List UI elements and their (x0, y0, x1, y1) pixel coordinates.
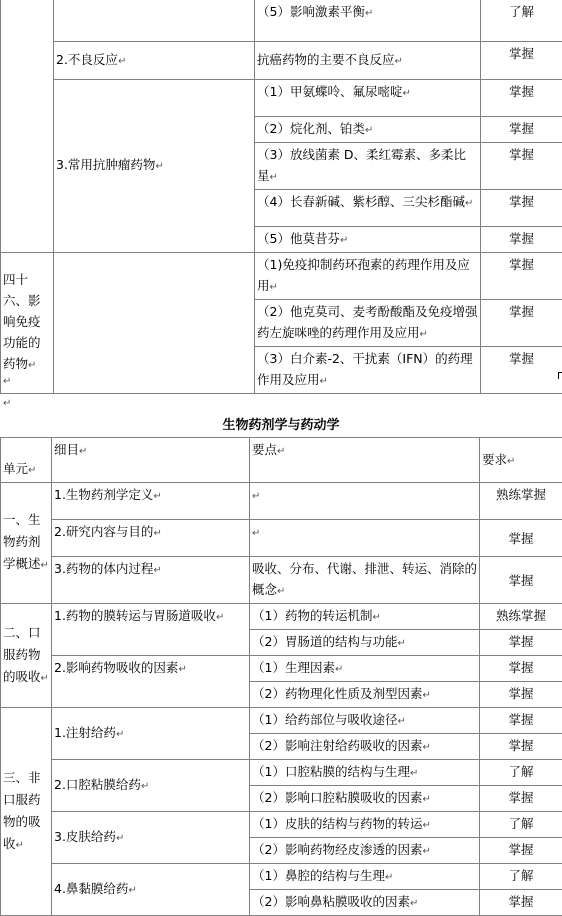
paragraph-mark: ↵ (216, 612, 224, 623)
point-cell (250, 557, 480, 604)
req-text: 熟练掌握 (496, 608, 546, 623)
item-cell (52, 656, 250, 708)
paragraph-mark: ↵ (397, 716, 405, 727)
section-title-text: 生物药剂学与药动学 (222, 418, 339, 433)
point-text: （1）生理因素 (252, 660, 335, 675)
item-cell (54, 41, 255, 79)
paragraph-mark: ↵ (3, 398, 11, 409)
paragraph-mark: ↵ (422, 742, 430, 753)
paragraph-mark: ↵ (153, 528, 161, 539)
paragraph-mark: ↵ (116, 729, 124, 740)
paragraph-mark: ↵ (320, 376, 328, 387)
req-text: 掌握 (508, 712, 533, 727)
req-text: 掌握 (509, 351, 534, 366)
point-text: （1）药物的转运机制 (252, 608, 372, 623)
item-cell-empty (54, 0, 255, 41)
req-cell (480, 838, 562, 864)
item-text: 2.口腔粘膜给药 (54, 777, 141, 792)
paragraph-mark: ↵ (410, 768, 418, 779)
paragraph-mark: ↵ (395, 56, 403, 67)
req-text: 了解 (508, 816, 533, 831)
unit-text: 三、非口服药物的吸收 (3, 770, 41, 851)
header-text: 细目 (54, 442, 79, 457)
point-cell (255, 79, 481, 116)
paragraph-mark: ↵ (270, 172, 278, 183)
paragraph-mark: ↵ (465, 198, 473, 209)
point-cell (255, 346, 481, 393)
req-text: 掌握 (508, 894, 533, 909)
point-cell (255, 226, 481, 252)
paragraph-mark: ↵ (155, 161, 163, 172)
req-text: 掌握 (508, 686, 533, 701)
point-text: （3）放线菌素 D、柔红霉素、多柔比星 (257, 147, 466, 183)
point-text: 吸收、分布、代谢、排泄、转运、消除的概念 (252, 561, 477, 597)
unit-text: 四十六、影响免疫功能的药物 (3, 272, 41, 371)
req-cell (480, 890, 562, 916)
paragraph-mark: ↵ (116, 833, 124, 844)
paragraph-mark: ↵ (41, 560, 49, 571)
point-cell (250, 520, 480, 557)
point-text: （2）影响注射给药吸收的因素 (252, 738, 422, 753)
paragraph-mark: ↵ (16, 840, 24, 851)
paragraph-mark: ↵ (372, 612, 380, 623)
unit-text: 一、生物药剂学概述 (3, 512, 41, 571)
item-cell-empty (54, 252, 255, 393)
point-text: （1)免疫抑制药环孢素的药理作用及应用 (257, 257, 470, 293)
req-cell (481, 0, 562, 41)
paragraph-mark: ↵ (277, 586, 285, 597)
item-cell (54, 79, 255, 252)
item-cell (52, 708, 250, 760)
item-text: 1.注射给药 (54, 725, 116, 740)
req-cell (480, 708, 562, 734)
req-text: 掌握 (508, 842, 533, 857)
unit-cell (1, 604, 52, 708)
point-cell (250, 890, 480, 916)
req-text: 掌握 (508, 790, 533, 805)
paragraph-mark: ↵ (28, 360, 36, 371)
paragraph-mark: ↵ (270, 282, 278, 293)
req-text: 了解 (509, 4, 534, 19)
req-cell (481, 252, 562, 299)
req-cell (480, 483, 562, 520)
req-cell (481, 142, 562, 189)
req-text: 掌握 (509, 46, 534, 61)
point-cell (255, 252, 481, 299)
item-text: 3.皮肤给药 (54, 829, 116, 844)
req-cell (480, 656, 562, 682)
point-text: （2）影响鼻粘膜吸收的因素 (252, 894, 410, 909)
paragraph-mark: ↵ (252, 491, 260, 502)
req-text: 掌握 (508, 634, 533, 649)
item-cell (52, 864, 250, 916)
paragraph-mark: ↵ (397, 638, 405, 649)
req-cell (481, 346, 562, 393)
paragraph-mark: ↵ (422, 846, 430, 857)
point-cell (250, 760, 480, 786)
paragraph-mark: ↵ (422, 690, 430, 701)
paragraph-mark: ↵ (153, 565, 161, 576)
paragraph-mark: ↵ (277, 446, 285, 457)
req-text: 了解 (508, 764, 533, 779)
point-cell (250, 812, 480, 838)
item-cell (52, 483, 250, 520)
point-cell (250, 786, 480, 812)
point-cell (250, 734, 480, 760)
req-text: 掌握 (509, 257, 534, 272)
margin-corner-mark (558, 372, 562, 379)
point-cell (255, 299, 481, 346)
req-cell (481, 116, 562, 142)
paragraph-mark: ↵ (365, 8, 373, 19)
paragraph-mark: ↵ (340, 235, 348, 246)
req-text: 掌握 (508, 573, 533, 588)
req-text: 掌握 (509, 231, 534, 246)
req-cell (480, 812, 562, 838)
point-text: （1）鼻腔的结构与生理 (252, 868, 385, 883)
item-cell (52, 557, 250, 604)
req-cell (481, 41, 562, 79)
point-text: （5）影响激素平衡 (257, 4, 365, 19)
point-cell (250, 656, 480, 682)
item-text: 3.药物的体内过程 (54, 561, 153, 576)
item-text: 3.常用抗肿瘤药物 (56, 157, 155, 172)
point-text: （1）皮肤的结构与药物的转运 (252, 816, 422, 831)
point-cell (255, 116, 481, 142)
point-cell (255, 142, 481, 189)
paragraph-mark: ↵ (365, 125, 373, 136)
section-title (0, 414, 562, 433)
header-item (52, 438, 250, 483)
biopharmaceutics-table (0, 437, 562, 916)
pharmacology-table (0, 0, 562, 394)
paragraph-mark: ↵ (28, 465, 36, 476)
paragraph-mark: ↵ (410, 898, 418, 909)
req-cell (480, 734, 562, 760)
point-cell (255, 0, 481, 41)
req-text: 熟练掌握 (496, 487, 546, 502)
header-text: 单元 (3, 461, 28, 476)
req-cell (480, 682, 562, 708)
req-text: 了解 (508, 868, 533, 883)
req-cell (480, 786, 562, 812)
unit-text: 二、口服药物的吸收 (3, 625, 41, 684)
point-text: （2）药物理化性质及剂型因素 (252, 686, 422, 701)
point-text: （4）长春新碱、紫杉醇、三尖杉酯碱 (257, 194, 465, 209)
paragraph-mark: ↵ (178, 664, 186, 675)
point-cell (250, 630, 480, 656)
point-text: 抗癌药物的主要不良反应 (257, 52, 395, 67)
req-cell (480, 604, 562, 630)
item-cell (52, 520, 250, 557)
point-text: （5）他莫昔芬 (257, 231, 340, 246)
point-cell (250, 682, 480, 708)
paragraph-mark: ↵ (420, 329, 428, 340)
req-cell (480, 520, 562, 557)
item-text: 2.研究内容与目的 (54, 524, 153, 539)
item-text: 2.不良反应 (56, 52, 118, 67)
point-text: （3）白介素-2、干扰素（IFN）的药理作用及应用 (257, 351, 473, 387)
point-cell (255, 41, 481, 79)
point-cell (250, 483, 480, 520)
req-cell (480, 630, 562, 656)
header-point (250, 438, 480, 483)
paragraph-mark: ↵ (118, 56, 126, 67)
point-text: （1）口腔粘膜的结构与生理 (252, 764, 410, 779)
paragraph-mark: ↵ (41, 673, 49, 684)
req-text: 掌握 (509, 194, 534, 209)
item-text: 1.生物药剂学定义 (54, 487, 153, 502)
point-text: （2）烷化剂、铂类 (257, 121, 365, 136)
point-cell (250, 708, 480, 734)
paragraph-mark: ↵ (153, 491, 161, 502)
paragraph-mark: ↵ (79, 446, 87, 457)
point-text: （2）影响药物经皮渗透的因素 (252, 842, 422, 857)
point-text: （2）他克莫司、麦考酚酸酯及免疫增强药左旋咪唑的药理作用及应用 (257, 304, 477, 340)
unit-cell (1, 483, 52, 604)
point-text: （2）影响口腔粘膜吸收的因素 (252, 790, 422, 805)
paragraph-mark: ↵ (252, 528, 260, 539)
paragraph-mark: ↵ (335, 664, 343, 675)
req-text: 掌握 (509, 84, 534, 99)
paragraph-mark: ↵ (385, 872, 393, 883)
req-cell (481, 189, 562, 226)
req-cell (480, 557, 562, 604)
req-cell (481, 226, 562, 252)
item-text: 4.鼻黏膜给药 (54, 881, 128, 896)
header-unit (1, 438, 52, 483)
req-text: 掌握 (508, 660, 533, 675)
header-text: 要求 (482, 452, 507, 467)
unit-cell (1, 252, 54, 393)
paragraph-mark: ↵ (507, 456, 515, 467)
point-cell (255, 189, 481, 226)
req-text: 掌握 (509, 304, 534, 319)
item-text: 2.影响药物吸收的因素 (54, 660, 178, 675)
header-req (480, 438, 562, 483)
req-text: 掌握 (508, 531, 533, 546)
point-text: （1）给药部位与吸收途径 (252, 712, 397, 727)
item-cell (52, 812, 250, 864)
req-cell (480, 760, 562, 786)
paragraph-mark: ↵ (141, 781, 149, 792)
item-cell (52, 604, 250, 656)
unit-cell (1, 708, 52, 916)
point-cell (250, 838, 480, 864)
req-text: 掌握 (509, 121, 534, 136)
paragraph-mark: ↵ (128, 885, 136, 896)
unit-cell-empty (1, 0, 54, 252)
req-cell (481, 79, 562, 116)
point-text: （1）甲氨蝶呤、氟尿嘧啶 (257, 84, 402, 99)
req-text: 掌握 (508, 738, 533, 753)
point-cell (250, 604, 480, 630)
header-text: 要点 (252, 442, 277, 457)
item-text: 1.药物的膜转运与胃肠道吸收 (54, 608, 216, 623)
item-cell (52, 760, 250, 812)
req-text: 掌握 (509, 147, 534, 162)
paragraph-mark: ↵ (402, 88, 410, 99)
paragraph-mark: ↵ (422, 794, 430, 805)
paragraph-mark: ↵ (422, 820, 430, 831)
req-cell (481, 299, 562, 346)
point-text: （2）胃肠道的结构与功能 (252, 634, 397, 649)
paragraph-mark: ↵ (3, 376, 11, 387)
